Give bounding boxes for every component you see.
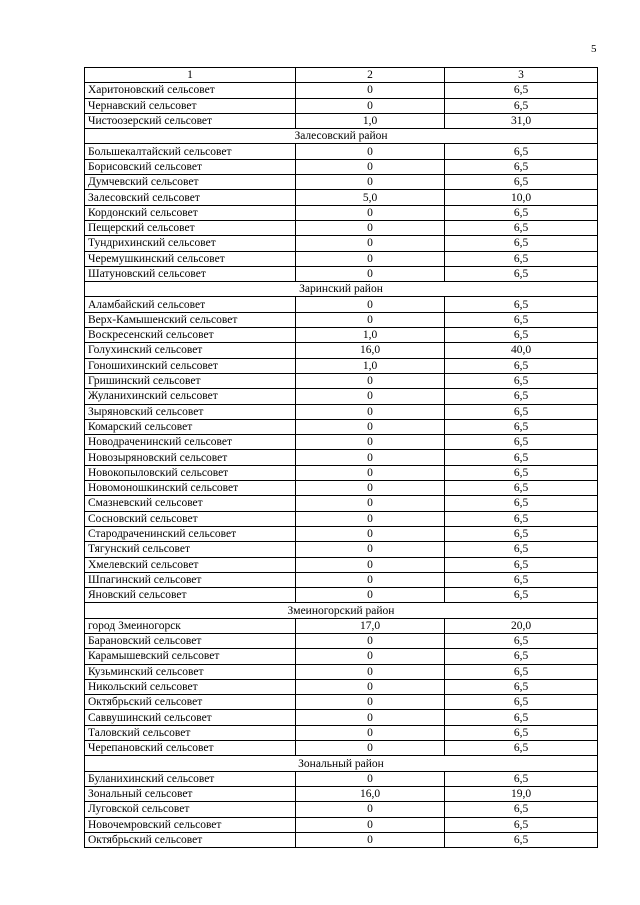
table-row	[85, 312, 598, 327]
value-col-2: 0	[296, 373, 445, 388]
settlement-name: Черемушкинский сельсовет	[85, 251, 296, 266]
table-row	[85, 465, 598, 480]
value-col-3: 6,5	[445, 511, 598, 526]
value-col-3: 6,5	[445, 220, 598, 235]
settlement-name: Буланихинский сельсовет	[85, 771, 296, 786]
settlement-name: Сосновский сельсовет	[85, 511, 296, 526]
value-col-2: 0	[296, 205, 445, 220]
table-row	[85, 557, 598, 572]
settlement-name: Луговской сельсовет	[85, 802, 296, 817]
table-row	[85, 419, 598, 434]
table-row	[85, 83, 598, 98]
settlement-name: Хмелевский сельсовет	[85, 557, 296, 572]
settlement-name: Октябрьский сельсовет	[85, 695, 296, 710]
settlement-name: Новомоношкинский сельсовет	[85, 481, 296, 496]
value-col-3: 6,5	[445, 695, 598, 710]
value-col-3: 6,5	[445, 251, 598, 266]
value-col-3: 6,5	[445, 389, 598, 404]
settlement-name: Тундрихинский сельсовет	[85, 236, 296, 251]
table-row	[85, 358, 598, 373]
table-row	[85, 679, 598, 694]
table-row	[85, 695, 598, 710]
value-col-3: 6,5	[445, 741, 598, 756]
value-col-3: 6,5	[445, 419, 598, 434]
value-col-3: 6,5	[445, 526, 598, 541]
settlement-name: Новокопыловский сельсовет	[85, 465, 296, 480]
table-row	[85, 236, 598, 251]
table-row	[85, 343, 598, 358]
district-name: Заринский район	[85, 282, 598, 297]
value-col-2: 0	[296, 297, 445, 312]
value-col-2: 0	[296, 802, 445, 817]
table-row	[85, 588, 598, 603]
settlement-name: Никольский сельсовет	[85, 679, 296, 694]
table-row	[85, 251, 598, 266]
settlement-name: Аламбайский сельсовет	[85, 297, 296, 312]
value-col-2: 0	[296, 481, 445, 496]
table-row	[85, 786, 598, 801]
table-row	[85, 98, 598, 113]
value-col-2: 0	[296, 572, 445, 587]
value-col-2: 0	[296, 679, 445, 694]
district-name: Змеиногорский район	[85, 603, 598, 618]
value-col-3: 6,5	[445, 159, 598, 174]
settlement-name: Черепановский сельсовет	[85, 741, 296, 756]
value-col-2: 17,0	[296, 618, 445, 633]
table-row	[85, 190, 598, 205]
value-col-3: 6,5	[445, 465, 598, 480]
settlement-name: город Змеиногорск	[85, 618, 296, 633]
value-col-3: 6,5	[445, 328, 598, 343]
page-number: 5	[591, 43, 597, 55]
table-row	[85, 113, 598, 128]
value-col-2: 0	[296, 817, 445, 832]
table-row	[85, 832, 598, 847]
settlement-name: Яновский сельсовет	[85, 588, 296, 603]
settlement-name: Комарский сельсовет	[85, 419, 296, 434]
value-col-3: 6,5	[445, 266, 598, 281]
settlement-name: Кузьминский сельсовет	[85, 664, 296, 679]
value-col-3: 6,5	[445, 205, 598, 220]
district-heading-row	[85, 282, 598, 297]
value-col-3: 6,5	[445, 832, 598, 847]
value-col-2: 1,0	[296, 358, 445, 373]
value-col-3: 6,5	[445, 373, 598, 388]
table-row	[85, 435, 598, 450]
value-col-2: 0	[296, 695, 445, 710]
table-row	[85, 220, 598, 235]
district-heading-row	[85, 129, 598, 144]
table-row	[85, 450, 598, 465]
table-row	[85, 664, 598, 679]
table-row	[85, 297, 598, 312]
settlement-name: Карамышевский сельсовет	[85, 649, 296, 664]
settlement-name: Пещерский сельсовет	[85, 220, 296, 235]
table-row	[85, 649, 598, 664]
table-row	[85, 817, 598, 832]
column-header-3: 3	[445, 68, 598, 83]
rates-table	[84, 67, 598, 848]
value-col-2: 0	[296, 771, 445, 786]
column-header-1: 1	[85, 68, 296, 83]
value-col-3: 6,5	[445, 236, 598, 251]
table-row	[85, 159, 598, 174]
district-heading-row	[85, 756, 598, 771]
settlement-name: Шпагинский сельсовет	[85, 572, 296, 587]
settlement-name: Новозыряновский сельсовет	[85, 450, 296, 465]
settlement-name: Верх-Камышенский сельсовет	[85, 312, 296, 327]
value-col-3: 6,5	[445, 771, 598, 786]
value-col-2: 0	[296, 557, 445, 572]
table-row	[85, 328, 598, 343]
settlement-name: Харитоновский сельсовет	[85, 83, 296, 98]
value-col-2: 0	[296, 83, 445, 98]
settlement-name: Жуланихинский сельсовет	[85, 389, 296, 404]
value-col-2: 0	[296, 450, 445, 465]
value-col-3: 6,5	[445, 588, 598, 603]
value-col-2: 1,0	[296, 328, 445, 343]
settlement-name: Гришинский сельсовет	[85, 373, 296, 388]
table-row	[85, 481, 598, 496]
value-col-3: 6,5	[445, 710, 598, 725]
value-col-3: 6,5	[445, 679, 598, 694]
value-col-3: 6,5	[445, 312, 598, 327]
value-col-2: 0	[296, 710, 445, 725]
value-col-2: 0	[296, 144, 445, 159]
table-row	[85, 542, 598, 557]
settlement-name: Кордонский сельсовет	[85, 205, 296, 220]
settlement-name: Новодраченинский сельсовет	[85, 435, 296, 450]
value-col-2: 0	[296, 496, 445, 511]
settlement-name: Воскресенский сельсовет	[85, 328, 296, 343]
table-row	[85, 266, 598, 281]
value-col-3: 6,5	[445, 297, 598, 312]
table-row	[85, 205, 598, 220]
value-col-3: 6,5	[445, 664, 598, 679]
settlement-name: Октябрьский сельсовет	[85, 832, 296, 847]
settlement-name: Саввушинский сельсовет	[85, 710, 296, 725]
settlement-name: Смазневский сельсовет	[85, 496, 296, 511]
value-col-3: 6,5	[445, 358, 598, 373]
table-row	[85, 710, 598, 725]
settlement-name: Тягунский сельсовет	[85, 542, 296, 557]
value-col-3: 6,5	[445, 175, 598, 190]
table-header-row	[85, 68, 598, 83]
value-col-2: 0	[296, 220, 445, 235]
district-name: Залесовский район	[85, 129, 598, 144]
settlement-name: Голухинский сельсовет	[85, 343, 296, 358]
value-col-3: 6,5	[445, 649, 598, 664]
table-row	[85, 771, 598, 786]
value-col-2: 16,0	[296, 786, 445, 801]
table-row	[85, 526, 598, 541]
table-row	[85, 144, 598, 159]
district-heading-row	[85, 603, 598, 618]
value-col-3: 6,5	[445, 404, 598, 419]
table-row	[85, 725, 598, 740]
settlement-name: Чернавский сельсовет	[85, 98, 296, 113]
settlement-name: Шатуновский сельсовет	[85, 266, 296, 281]
table-row	[85, 373, 598, 388]
value-col-3: 6,5	[445, 144, 598, 159]
value-col-2: 0	[296, 542, 445, 557]
value-col-2: 0	[296, 236, 445, 251]
table-row	[85, 618, 598, 633]
value-col-2: 0	[296, 435, 445, 450]
table-row	[85, 633, 598, 648]
value-col-2: 0	[296, 633, 445, 648]
value-col-3: 31,0	[445, 113, 598, 128]
value-col-3: 6,5	[445, 542, 598, 557]
table-row	[85, 741, 598, 756]
settlement-name: Зыряновский сельсовет	[85, 404, 296, 419]
value-col-2: 0	[296, 175, 445, 190]
settlement-name: Зональный сельсовет	[85, 786, 296, 801]
district-name: Зональный район	[85, 756, 598, 771]
value-col-2: 0	[296, 526, 445, 541]
value-col-3: 20,0	[445, 618, 598, 633]
value-col-2: 0	[296, 649, 445, 664]
table-row	[85, 802, 598, 817]
settlement-name: Думчевский сельсовет	[85, 175, 296, 190]
value-col-2: 0	[296, 266, 445, 281]
value-col-3: 6,5	[445, 817, 598, 832]
value-col-2: 0	[296, 664, 445, 679]
value-col-3: 6,5	[445, 572, 598, 587]
value-col-2: 0	[296, 741, 445, 756]
value-col-2: 0	[296, 465, 445, 480]
settlement-name: Борисовский сельсовет	[85, 159, 296, 174]
settlement-name: Новочемровский сельсовет	[85, 817, 296, 832]
value-col-3: 6,5	[445, 83, 598, 98]
value-col-2: 0	[296, 725, 445, 740]
table-row	[85, 511, 598, 526]
settlement-name: Барановский сельсовет	[85, 633, 296, 648]
value-col-3: 6,5	[445, 481, 598, 496]
value-col-3: 6,5	[445, 725, 598, 740]
value-col-3: 6,5	[445, 633, 598, 648]
table-row	[85, 572, 598, 587]
table-row	[85, 389, 598, 404]
value-col-2: 0	[296, 251, 445, 266]
value-col-3: 6,5	[445, 496, 598, 511]
value-col-3: 40,0	[445, 343, 598, 358]
value-col-3: 10,0	[445, 190, 598, 205]
value-col-2: 0	[296, 389, 445, 404]
value-col-3: 6,5	[445, 557, 598, 572]
value-col-2: 0	[296, 159, 445, 174]
value-col-2: 0	[296, 312, 445, 327]
value-col-3: 19,0	[445, 786, 598, 801]
column-header-2: 2	[296, 68, 445, 83]
settlement-name: Гоношихинский сельсовет	[85, 358, 296, 373]
value-col-3: 6,5	[445, 802, 598, 817]
settlement-name: Залесовский сельсовет	[85, 190, 296, 205]
value-col-2: 16,0	[296, 343, 445, 358]
table-row	[85, 404, 598, 419]
value-col-2: 1,0	[296, 113, 445, 128]
value-col-2: 0	[296, 588, 445, 603]
value-col-3: 6,5	[445, 435, 598, 450]
table-row	[85, 496, 598, 511]
settlement-name: Большекалтайский сельсовет	[85, 144, 296, 159]
table-body	[85, 68, 598, 848]
value-col-2: 5,0	[296, 190, 445, 205]
settlement-name: Чистоозерский сельсовет	[85, 113, 296, 128]
value-col-3: 6,5	[445, 98, 598, 113]
settlement-name: Стародраченинский сельсовет	[85, 526, 296, 541]
value-col-2: 0	[296, 98, 445, 113]
value-col-2: 0	[296, 419, 445, 434]
value-col-2: 0	[296, 404, 445, 419]
value-col-2: 0	[296, 832, 445, 847]
value-col-3: 6,5	[445, 450, 598, 465]
table-row	[85, 175, 598, 190]
settlement-name: Таловский сельсовет	[85, 725, 296, 740]
value-col-2: 0	[296, 511, 445, 526]
